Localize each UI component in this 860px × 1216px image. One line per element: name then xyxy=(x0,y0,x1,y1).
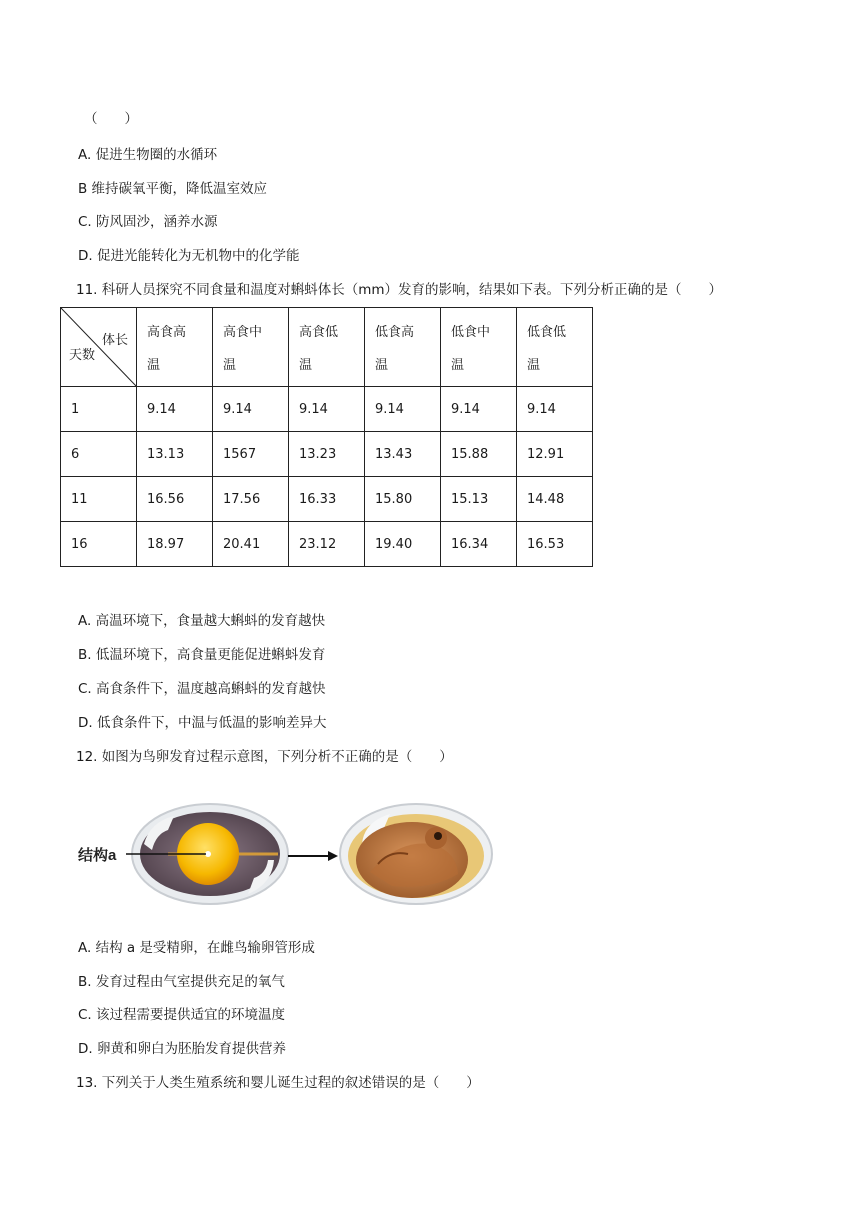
q12-option-d[interactable]: D. 卵黄和卵白为胚胎发育提供营养 xyxy=(78,1041,286,1057)
table-cell: 6 xyxy=(61,432,137,477)
q11-option-a[interactable]: A. 高温环境下，食量越大蝌蚪的发育越快 xyxy=(78,613,326,629)
arrow-icon xyxy=(288,851,338,861)
table-cell: 13.23 xyxy=(289,432,365,477)
table-header-row xyxy=(61,308,593,387)
table-cell: 14.48 xyxy=(517,477,593,522)
header-cell: 高食高 温 xyxy=(137,308,213,387)
table-cell: 1 xyxy=(61,387,137,432)
q11-option-d[interactable]: D. 低食条件下，中温与低温的影响差异大 xyxy=(78,715,327,731)
table-cell: 18.97 xyxy=(137,522,213,567)
table-cell: 9.14 xyxy=(289,387,365,432)
table-cell: 1567 xyxy=(213,432,289,477)
tadpole-data-table xyxy=(60,307,593,567)
egg-diagram xyxy=(78,800,498,910)
chick-embryo-egg-icon xyxy=(340,804,492,904)
q10-option-d[interactable]: D. 促进光能转化为无机物中的化学能 xyxy=(78,248,300,264)
table-row xyxy=(61,522,593,567)
q12-option-a[interactable]: A. 结构 a 是受精卵，在雌鸟输卵管形成 xyxy=(78,940,315,956)
table-cell: 23.12 xyxy=(289,522,365,567)
header-cell: 低食高 温 xyxy=(365,308,441,387)
header-cell: 高食中 温 xyxy=(213,308,289,387)
q13-stem: 13. 下列关于人类生殖系统和婴儿诞生过程的叙述错误的是（ ） xyxy=(76,1075,480,1091)
table-cell: 15.80 xyxy=(365,477,441,522)
answer-bracket: （ ） xyxy=(84,111,138,127)
table-cell: 13.43 xyxy=(365,432,441,477)
table-cell: 9.14 xyxy=(441,387,517,432)
table-cell: 16.33 xyxy=(289,477,365,522)
table-cell: 16 xyxy=(61,522,137,567)
table-cell: 17.56 xyxy=(213,477,289,522)
structure-a-label: 结构a xyxy=(78,847,117,864)
table-cell: 20.41 xyxy=(213,522,289,567)
table-cell: 15.88 xyxy=(441,432,517,477)
q12-option-b[interactable]: B. 发育过程由气室提供充足的氧气 xyxy=(78,974,285,990)
table-cell: 9.14 xyxy=(137,387,213,432)
q11-stem: 11. 科研人员探究不同食量和温度对蝌蚪体长（mm）发育的影响，结果如下表。下列分析正确的是（ ） xyxy=(76,282,723,298)
header-cell: 低食低 温 xyxy=(517,308,593,387)
header-cell: 低食中 温 xyxy=(441,308,517,387)
table-row xyxy=(61,432,593,477)
table-cell: 11 xyxy=(61,477,137,522)
q11-option-c[interactable]: C. 高食条件下，温度越高蝌蚪的发育越快 xyxy=(78,681,326,697)
table-row xyxy=(61,387,593,432)
corner-label-days: 天数 xyxy=(69,348,96,363)
q10-option-b[interactable]: B 维持碳氧平衡，降低温室效应 xyxy=(78,181,268,197)
table-row xyxy=(61,477,593,522)
table-cell: 12.91 xyxy=(517,432,593,477)
table-cell: 16.53 xyxy=(517,522,593,567)
table-cell: 16.56 xyxy=(137,477,213,522)
q11-option-b[interactable]: B. 低温环境下，高食量更能促进蝌蚪发育 xyxy=(78,647,326,663)
egg-development-figure xyxy=(78,800,498,910)
fertilized-egg-icon xyxy=(126,804,288,904)
table-cell: 9.14 xyxy=(517,387,593,432)
header-cell: 高食低 温 xyxy=(289,308,365,387)
table-cell: 15.13 xyxy=(441,477,517,522)
table-cell: 16.34 xyxy=(441,522,517,567)
q12-option-c[interactable]: C. 该过程需要提供适宜的环境温度 xyxy=(78,1007,286,1023)
table-cell: 9.14 xyxy=(365,387,441,432)
table-cell: 19.40 xyxy=(365,522,441,567)
table-cell: 13.13 xyxy=(137,432,213,477)
corner-cell xyxy=(61,308,137,387)
q10-option-a[interactable]: A. 促进生物圈的水循环 xyxy=(78,147,218,163)
table-cell: 9.14 xyxy=(213,387,289,432)
q12-stem: 12. 如图为鸟卵发育过程示意图，下列分析不正确的是（ ） xyxy=(76,749,453,765)
corner-label-length: 体长 xyxy=(101,333,128,348)
q10-option-c[interactable]: C. 防风固沙，涵养水源 xyxy=(78,214,218,230)
